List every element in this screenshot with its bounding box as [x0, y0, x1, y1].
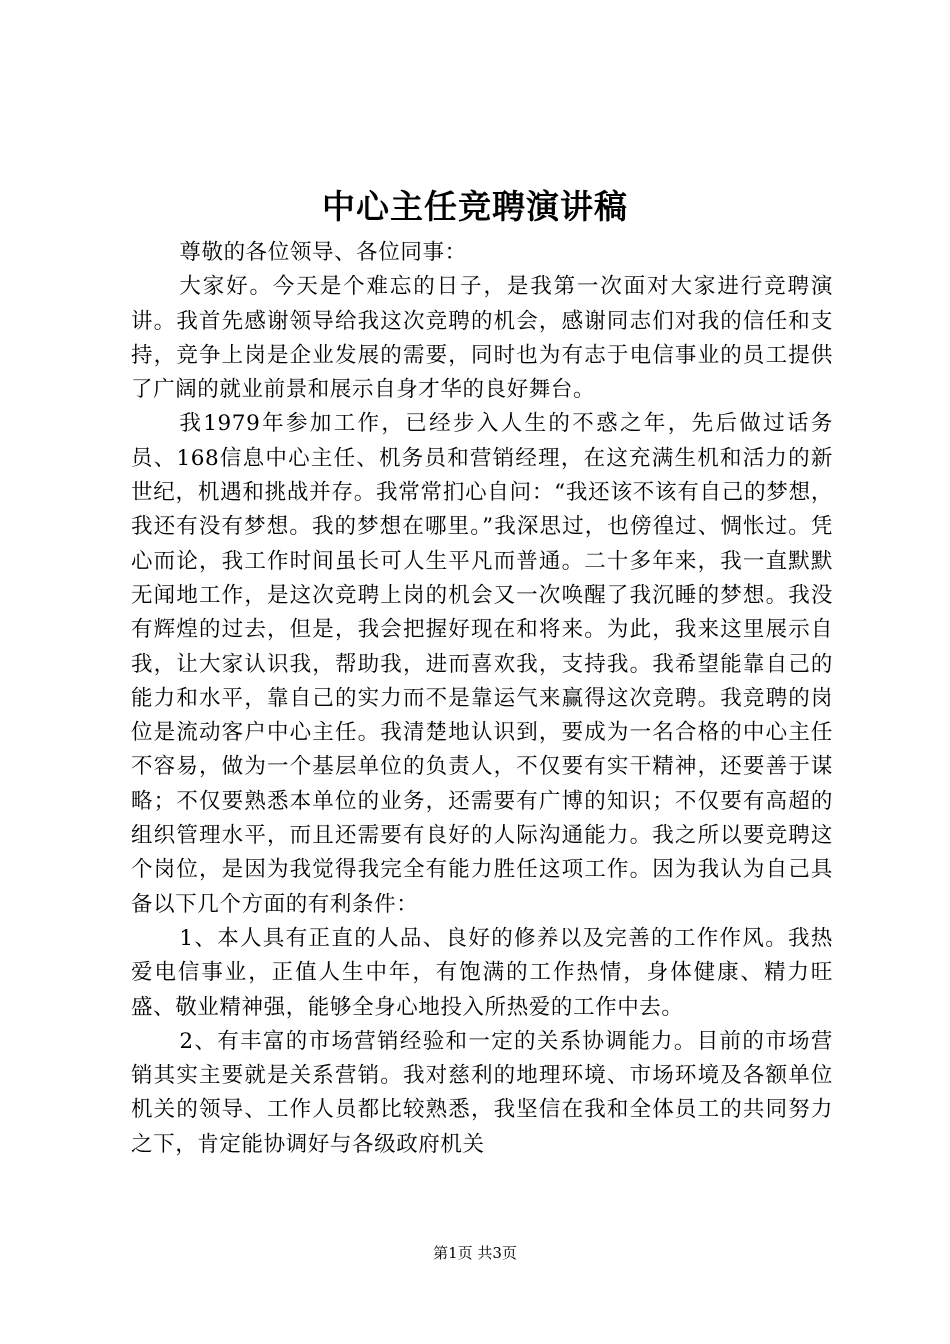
condition-1-paragraph: 1、本人具有正直的人品、良好的修养以及完善的工作作风。我热爱电信事业，正值人生中年，有饱满的工作热情，身体健康、精力旺盛、敬业精神强，能够全身心地投入所热爱的工作中去。: [131, 925, 833, 1020]
condition-2-paragraph: 2、有丰富的市场营销经验和一定的关系协调能力。目前的市场营销其实主要就是关系营销。我对慈利的地理环境、市场环境及各额单位机关的领导、工作人员都比较熟悉，我坚信在我和全体员工的共同努力之下，肯定能协调好与各级政府机关: [131, 1028, 833, 1157]
background-paragraph: 我1979年参加工作，已经步入人生的不惑之年，先后做过话务员、168信息中心主任、机务员和营销经理，在这充满生机和活力的新世纪，机遇和挑战并存。我常常扪心自问：“我还该不该有自己的梦想，我还有没有梦想。我的梦想在哪里。”我深思过，也傍徨过、惆怅过。凭心而论，我工作时间虽长可人生平凡而普通。二十多年来，我一直默默无闻地工作，是这次竞聘上岗的机会又一次唤醒了我沉睡的梦想。我没有辉煌的过去，但是，我会把握好现在和将来。为此，我来这里展示自我，让大家认识我，帮助我，进而喜欢我，支持我。我希望能靠自己的能力和水平，靠自己的实力而不是靠运气来赢得这次竞聘。我竞聘的岗位是流动客户中心主任。我清楚地认识到，要成为一名合格的中心主任不容易，做为一个基层单位的负责人，不仅要有实干精神，还要善于谋略；不仅要熟悉本单位的业务，还需要有广博的知识；不仅要有高超的组织管理水平，而且还需要有良好的人际沟通能力。我之所以要竞聘这个岗位，是因为我觉得我完全有能力胜任这项工作。因为我认为自己具备以下几个方面的有利条件：: [131, 411, 833, 917]
document-title: 中心主任竞聘演讲稿: [322, 187, 628, 226]
greeting-paragraph: 大家好。今天是个难忘的日子，是我第一次面对大家进行竞聘演讲。我首先感谢领导给我这次竞聘的机会，感谢同志们对我的信任和支持，竞争上岗是企业发展的需要，同时也为有志于电信事业的员工提供了广阔的就业前景和展示自身才华的良好舞台。: [131, 274, 833, 403]
page-number-footer: 第1页 共3页: [433, 1244, 517, 1262]
document-body: [131, 236, 833, 1162]
salutation-paragraph: 尊敬的各位领导、各位同事：: [179, 240, 467, 265]
